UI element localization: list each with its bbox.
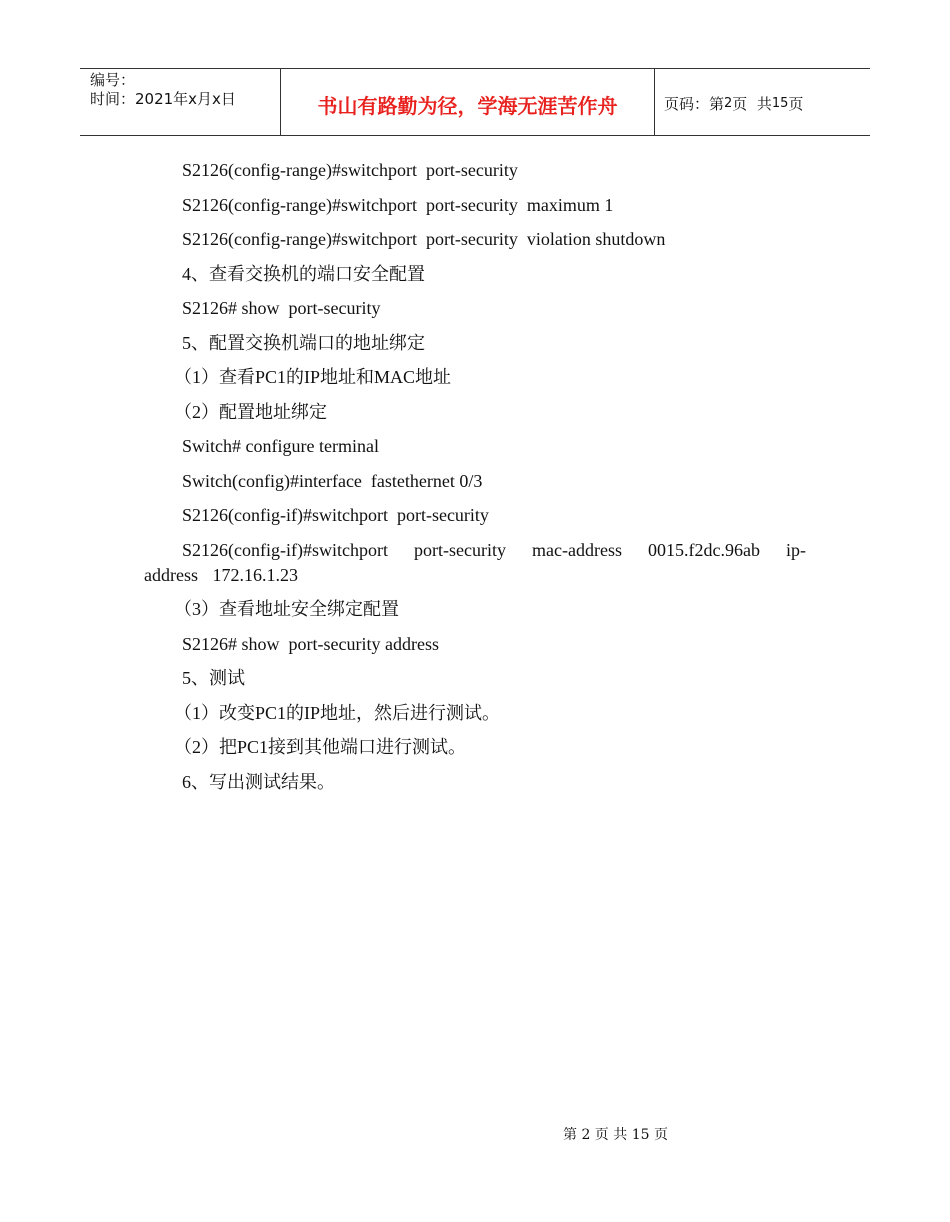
time-label: 时间：2021年x月x日 [90, 90, 236, 108]
step-heading: 5、测试 [182, 668, 245, 688]
body-line: Switch(config)#interface fastethernet 0/3 [182, 470, 483, 491]
page-label-prefix: 页码：第 [664, 94, 725, 113]
page-header [80, 68, 870, 136]
header-meta [80, 69, 281, 135]
sub-step: （3）查看地址安全绑定配置 [174, 599, 399, 619]
body-line: S2126(config-range)#switchport port-security [182, 160, 518, 180]
header-page-number [655, 69, 870, 135]
body-line: Switch# configure terminal [182, 436, 379, 456]
page-current: 2 [724, 95, 733, 111]
step-heading: 6、写出测试结果。 [182, 771, 335, 792]
sub-step: （1）改变PC1的IP地址，然后进行测试。 [174, 702, 501, 723]
page-label-suffix: 页 [788, 94, 804, 113]
sub-step: （2）配置地址绑定 [174, 401, 327, 422]
sub-step: （2）把PC1接到其他端口进行测试。 [174, 737, 467, 757]
body-line: S2126# show port-security [182, 298, 381, 318]
body-line: S2126(config-range)#switchport port-security maximum 1 [182, 194, 614, 215]
page-footer: 第 2 页 共 15 页 [563, 1127, 668, 1143]
sub-step: （1）查看PC1的IP地址和MAC地址 [174, 367, 452, 387]
number-label: 编号： [90, 71, 136, 89]
page-total: 15 [771, 95, 789, 111]
page-label-mid: 页 共 [732, 94, 772, 113]
body-line: S2126(config-range)#switchport port-security violation shutdown [182, 229, 666, 249]
step-heading: 5、配置交换机端口的地址绑定 [182, 332, 425, 353]
document-body [144, 158, 806, 804]
step-heading: 4、查看交换机的端口安全配置 [182, 263, 425, 284]
body-line: S2126(config-if)#switchport port-security [182, 505, 489, 525]
body-line-wrapped: S2126(config-if)#switchport port-security mac-address 0015.f2dc.96ab ip-address 172.16.1.23 [144, 539, 806, 585]
body-line: S2126# show port-security address [182, 633, 439, 654]
header-motto: 书山有路勤为径，学海无涯苦作舟 [281, 69, 655, 135]
